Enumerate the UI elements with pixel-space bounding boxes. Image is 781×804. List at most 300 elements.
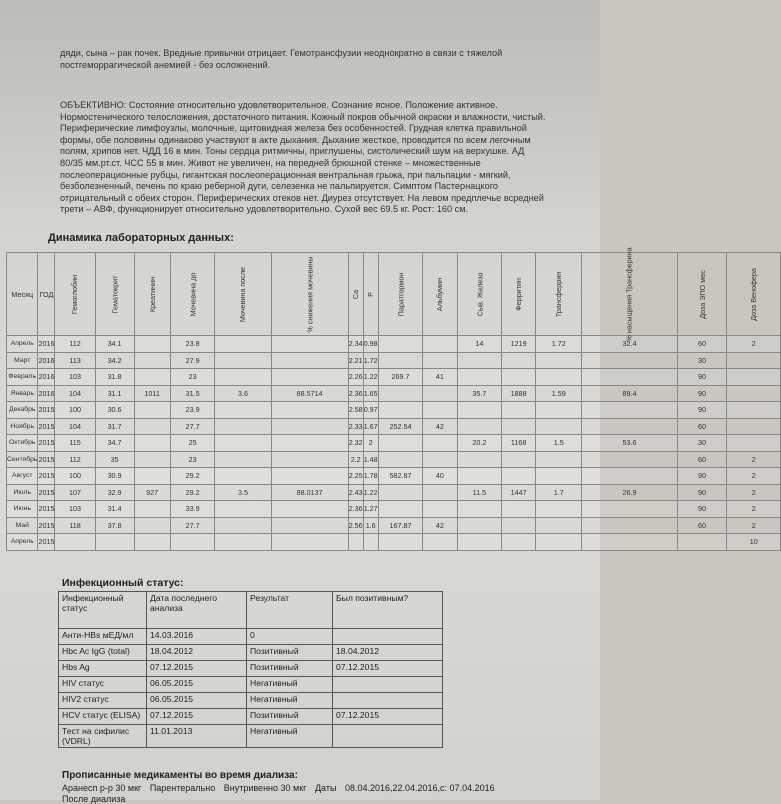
lab-value-cell bbox=[582, 418, 677, 435]
lab-value-cell: 2 bbox=[727, 501, 781, 518]
infection-test-cell: HIV статус bbox=[59, 677, 147, 693]
lab-value-cell bbox=[502, 369, 536, 386]
lab-value-cell: 89.4 bbox=[582, 385, 677, 402]
lab-value-cell: 1888 bbox=[502, 385, 536, 402]
lab-value-cell: 2.34 bbox=[348, 336, 363, 353]
text-line: Периферические лимфоузлы, молочные, щитовидная железа без особенностей. Грудная клетка правильной bbox=[60, 123, 527, 134]
lab-value-cell bbox=[582, 369, 677, 386]
lab-value-cell bbox=[727, 402, 781, 419]
lab-value-cell bbox=[378, 534, 423, 551]
lab-value-cell: 1.59 bbox=[535, 385, 581, 402]
infection-row bbox=[59, 709, 443, 725]
lab-value-cell bbox=[215, 451, 271, 468]
lab-value-cell: 269.7 bbox=[378, 369, 423, 386]
infection-date-cell: 06.05.2015 bbox=[147, 677, 247, 693]
lab-month-cell: Октябрь bbox=[7, 435, 38, 452]
lab-value-cell: 60 bbox=[677, 418, 727, 435]
lab-column-header bbox=[215, 253, 271, 336]
text-line: Нормостенического телосложения, достаточного питания. Кожный покров обычной окраски и влажности, чистый. bbox=[60, 111, 546, 122]
infection-positive-cell bbox=[333, 677, 443, 693]
lab-value-cell bbox=[271, 501, 348, 518]
lab-value-cell bbox=[457, 402, 502, 419]
lab-value-cell bbox=[378, 451, 423, 468]
lab-value-cell: 30 bbox=[677, 352, 727, 369]
lab-month-cell: Ноябрь bbox=[7, 418, 38, 435]
lab-value-cell bbox=[378, 402, 423, 419]
infection-column-header: Результат bbox=[247, 592, 333, 629]
lab-value-cell: 90 bbox=[677, 484, 727, 501]
lab-value-cell: 2.36 bbox=[348, 501, 363, 518]
lab-column-header bbox=[502, 253, 536, 336]
lab-value-cell bbox=[502, 418, 536, 435]
lab-value-cell bbox=[134, 369, 170, 386]
medication-route: Парентерально bbox=[149, 783, 216, 793]
lab-column-header-label: Ферритин bbox=[514, 277, 524, 311]
lab-value-cell bbox=[535, 468, 581, 485]
lab-value-cell bbox=[423, 501, 457, 518]
lab-value-cell: 31.5 bbox=[170, 385, 215, 402]
lab-value-cell: 90 bbox=[677, 385, 727, 402]
lab-value-cell: 1.72 bbox=[363, 352, 378, 369]
lab-value-cell: 30.9 bbox=[95, 468, 134, 485]
lab-value-cell: 31.4 bbox=[95, 501, 134, 518]
infection-date-cell: 18.04.2012 bbox=[147, 645, 247, 661]
lab-column-header bbox=[55, 253, 95, 336]
lab-value-cell bbox=[134, 468, 170, 485]
lab-year-cell: 2016 bbox=[38, 369, 55, 386]
lab-value-cell bbox=[457, 418, 502, 435]
text-line: ОБЪЕКТИВНО: Состояние относительно удовлетворительное. Сознание ясное. Положение активное. bbox=[60, 100, 498, 110]
lab-value-cell: 1.78 bbox=[363, 468, 378, 485]
lab-column-header bbox=[535, 253, 581, 336]
lab-value-cell: 23 bbox=[170, 451, 215, 468]
lab-value-cell: 42 bbox=[423, 517, 457, 534]
medication-row bbox=[62, 783, 592, 793]
medication-drug: Аранесп р-р 30 мкг bbox=[62, 783, 142, 793]
infection-header-row bbox=[59, 592, 443, 629]
lab-value-cell: 10 bbox=[727, 534, 781, 551]
lab-value-cell: 1.7 bbox=[535, 484, 581, 501]
lab-column-header-label: Альбумин bbox=[435, 277, 445, 311]
lab-value-cell bbox=[727, 435, 781, 452]
lab-value-cell bbox=[727, 385, 781, 402]
lab-value-cell: 60 bbox=[677, 517, 727, 534]
infection-date-cell: 07.12.2015 bbox=[147, 709, 247, 725]
lab-value-cell: 20.2 bbox=[457, 435, 502, 452]
lab-year-cell: 2015 bbox=[38, 435, 55, 452]
lab-value-cell: 0.98 bbox=[363, 336, 378, 353]
lab-value-cell: 1.27 bbox=[363, 501, 378, 518]
lab-value-cell bbox=[215, 501, 271, 518]
lab-value-cell: 23 bbox=[170, 369, 215, 386]
lab-value-cell: 2 bbox=[727, 336, 781, 353]
lab-column-header-label: % снижения мочевины bbox=[305, 255, 315, 333]
lab-value-cell bbox=[457, 352, 502, 369]
lab-column-header-label: Гематокрит bbox=[110, 275, 120, 313]
lab-value-cell: 107 bbox=[55, 484, 95, 501]
lab-value-cell: 2 bbox=[727, 468, 781, 485]
infection-positive-cell: 07.12.2015 bbox=[333, 709, 443, 725]
infection-date-cell: 14.03.2016 bbox=[147, 629, 247, 645]
lab-value-cell: 582.87 bbox=[378, 468, 423, 485]
anamnesis-paragraph bbox=[60, 48, 570, 71]
lab-column-header: Месяц bbox=[7, 253, 38, 336]
lab-column-header-label: Мочевина после bbox=[238, 266, 248, 322]
lab-value-cell bbox=[215, 418, 271, 435]
lab-value-cell bbox=[457, 517, 502, 534]
infection-positive-cell: 18.04.2012 bbox=[333, 645, 443, 661]
lab-value-cell bbox=[378, 336, 423, 353]
infection-result-cell: 0 bbox=[247, 629, 333, 645]
lab-value-cell: 104 bbox=[55, 385, 95, 402]
lab-value-cell: 34.7 bbox=[95, 435, 134, 452]
text-line: полям, хрипов нет. ЧДД 16 в мин. Тоны сердца ритмичны, приглушены, систолический шум на верхушке. АД bbox=[60, 146, 525, 157]
infection-column-header: Инфекционный статус bbox=[59, 592, 147, 629]
lab-value-cell bbox=[215, 369, 271, 386]
lab-column-header bbox=[423, 253, 457, 336]
lab-value-cell: 1168 bbox=[502, 435, 536, 452]
lab-value-cell: 34.1 bbox=[95, 336, 134, 353]
lab-year-cell: 2015 bbox=[38, 517, 55, 534]
lab-value-cell bbox=[502, 468, 536, 485]
lab-value-cell bbox=[134, 352, 170, 369]
lab-value-cell bbox=[215, 435, 271, 452]
lab-value-cell: 88.0137 bbox=[271, 484, 348, 501]
lab-value-cell bbox=[502, 517, 536, 534]
infection-result-cell: Позитивный bbox=[247, 661, 333, 677]
objective-paragraph bbox=[60, 100, 570, 216]
lab-row bbox=[7, 435, 781, 452]
lab-value-cell: 90 bbox=[677, 369, 727, 386]
lab-column-header bbox=[378, 253, 423, 336]
lab-value-cell bbox=[271, 468, 348, 485]
lab-value-cell: 1.6 bbox=[363, 517, 378, 534]
lab-value-cell bbox=[423, 534, 457, 551]
lab-value-cell bbox=[582, 517, 677, 534]
infection-row bbox=[59, 725, 443, 748]
lab-month-cell: Январь bbox=[7, 385, 38, 402]
lab-column-header: ГОД bbox=[38, 253, 55, 336]
lab-value-cell: 34.2 bbox=[95, 352, 134, 369]
lab-value-cell: 23.9 bbox=[170, 402, 215, 419]
infection-row bbox=[59, 629, 443, 645]
lab-value-cell bbox=[582, 402, 677, 419]
lab-value-cell bbox=[271, 451, 348, 468]
lab-value-cell: 30 bbox=[677, 435, 727, 452]
lab-value-cell: 29.2 bbox=[170, 468, 215, 485]
lab-value-cell: 90 bbox=[677, 402, 727, 419]
infection-row bbox=[59, 661, 443, 677]
infection-test-cell: HIV2 статус bbox=[59, 693, 147, 709]
lab-dynamics-table bbox=[6, 246, 781, 551]
lab-value-cell: 35.7 bbox=[457, 385, 502, 402]
medication-dates-label: Даты bbox=[314, 783, 337, 793]
lab-value-cell: 27.7 bbox=[170, 517, 215, 534]
lab-value-cell: 2.58 bbox=[348, 402, 363, 419]
lab-value-cell bbox=[134, 418, 170, 435]
lab-column-header bbox=[95, 253, 134, 336]
lab-value-cell: 2.32 bbox=[348, 435, 363, 452]
lab-value-cell bbox=[457, 534, 502, 551]
lab-value-cell: 1.65 bbox=[363, 385, 378, 402]
lab-column-header bbox=[170, 253, 215, 336]
text-line: 80/35 мм.рт.ст. ЧСС 55 в мин. Живот не увеличен, на передней брюшной стенке – множественные bbox=[60, 157, 481, 168]
lab-month-cell: Сентябрь bbox=[7, 451, 38, 468]
lab-value-cell: 60 bbox=[677, 336, 727, 353]
lab-value-cell: 252.54 bbox=[378, 418, 423, 435]
lab-value-cell: 2 bbox=[727, 484, 781, 501]
infection-column-header: Был позитивным? bbox=[333, 592, 443, 629]
infection-test-cell: Тест на сифилис (VDRL) bbox=[59, 725, 147, 748]
lab-value-cell: 33.9 bbox=[170, 501, 215, 518]
lab-value-cell bbox=[502, 402, 536, 419]
lab-value-cell: 31.1 bbox=[95, 385, 134, 402]
lab-column-header bbox=[348, 253, 363, 336]
lab-value-cell: 27.9 bbox=[170, 352, 215, 369]
infection-positive-cell bbox=[333, 725, 443, 748]
lab-value-cell bbox=[134, 517, 170, 534]
lab-value-cell bbox=[215, 517, 271, 534]
lab-value-cell: 2 bbox=[363, 435, 378, 452]
lab-value-cell bbox=[582, 352, 677, 369]
lab-value-cell: 2.56 bbox=[348, 517, 363, 534]
infection-date-cell: 07.12.2015 bbox=[147, 661, 247, 677]
lab-column-header-label: Доза Венофера bbox=[749, 267, 759, 321]
lab-section-heading: Динамика лабораторных данных: bbox=[48, 232, 234, 244]
medication-note: После диализа bbox=[62, 794, 126, 804]
lab-year-cell: 2015 bbox=[38, 534, 55, 551]
lab-month-cell: Декабрь bbox=[7, 402, 38, 419]
lab-column-header-label: Са bbox=[351, 289, 361, 299]
lab-column-header bbox=[363, 253, 378, 336]
lab-value-cell: 35 bbox=[95, 451, 134, 468]
lab-value-cell: 30.6 bbox=[95, 402, 134, 419]
lab-value-cell bbox=[423, 451, 457, 468]
lab-value-cell bbox=[95, 534, 134, 551]
lab-value-cell bbox=[535, 517, 581, 534]
lab-value-cell bbox=[134, 534, 170, 551]
lab-value-cell: 2 bbox=[727, 517, 781, 534]
lab-value-cell: 1.5 bbox=[535, 435, 581, 452]
infection-result-cell: Негативный bbox=[247, 677, 333, 693]
lab-value-cell bbox=[423, 352, 457, 369]
lab-value-cell: 42 bbox=[423, 418, 457, 435]
lab-value-cell bbox=[271, 402, 348, 419]
infection-result-cell: Негативный bbox=[247, 693, 333, 709]
lab-value-cell bbox=[271, 336, 348, 353]
infection-section-heading: Инфекционный статус: bbox=[62, 577, 184, 589]
infection-row bbox=[59, 693, 443, 709]
infection-column-header: Дата последнего анализа bbox=[147, 592, 247, 629]
lab-value-cell: 1.72 bbox=[535, 336, 581, 353]
lab-value-cell bbox=[535, 418, 581, 435]
lab-row bbox=[7, 418, 781, 435]
medication-dates: 08.04.2016,22.04.2016,с: 07.04.2016 bbox=[344, 783, 495, 793]
infection-row bbox=[59, 645, 443, 661]
lab-value-cell bbox=[677, 534, 727, 551]
lab-value-cell bbox=[215, 402, 271, 419]
lab-value-cell: 2.21 bbox=[348, 352, 363, 369]
lab-value-cell bbox=[348, 534, 363, 551]
lab-value-cell bbox=[378, 435, 423, 452]
infection-date-cell: 11.01.2013 bbox=[147, 725, 247, 748]
lab-year-cell: 2015 bbox=[38, 468, 55, 485]
lab-row bbox=[7, 402, 781, 419]
lab-month-cell: Апрель bbox=[7, 336, 38, 353]
lab-value-cell bbox=[423, 385, 457, 402]
infection-row bbox=[59, 677, 443, 693]
lab-column-header-label: Трансферрин bbox=[554, 271, 564, 317]
lab-value-cell bbox=[502, 501, 536, 518]
lab-value-cell bbox=[727, 352, 781, 369]
text-line: безболезненный, печень по краю реберной дуги, селезенка не пальпируется. Симптом Пастернацкого bbox=[60, 181, 499, 192]
lab-column-header-label: Мочевина до bbox=[188, 272, 198, 316]
infection-positive-cell: 07.12.2015 bbox=[333, 661, 443, 677]
lab-year-cell: 2015 bbox=[38, 451, 55, 468]
lab-value-cell: 2.25 bbox=[348, 468, 363, 485]
lab-value-cell: 31.7 bbox=[95, 418, 134, 435]
lab-month-cell: Апрель bbox=[7, 534, 38, 551]
lab-value-cell bbox=[134, 501, 170, 518]
lab-value-cell bbox=[423, 484, 457, 501]
lab-value-cell: 1.48 bbox=[363, 451, 378, 468]
text-line: трети – АВФ, функционирует относительно удовлетворительно. Сухой вес 69.5 кг. Рост: 160 см. bbox=[60, 204, 469, 215]
lab-value-cell bbox=[378, 385, 423, 402]
text-line: отрицательный с обеих сторон. Периферических отеков нет. Диурез отсутствует. На левом предплечье всредней bbox=[60, 192, 544, 203]
lab-month-cell: Февраль bbox=[7, 369, 38, 386]
lab-value-cell bbox=[582, 534, 677, 551]
lab-column-header bbox=[727, 253, 781, 336]
lab-row bbox=[7, 336, 781, 353]
lab-value-cell: 2.43 bbox=[348, 484, 363, 501]
lab-value-cell: 1219 bbox=[502, 336, 536, 353]
text-line: постгеморрагической анемией - без осложнений. bbox=[60, 59, 271, 70]
lab-value-cell bbox=[727, 418, 781, 435]
lab-value-cell: 27.7 bbox=[170, 418, 215, 435]
infection-result-cell: Негативный bbox=[247, 725, 333, 748]
infection-test-cell: HCV статус (ELISA) bbox=[59, 709, 147, 725]
lab-value-cell bbox=[170, 534, 215, 551]
lab-header-row bbox=[7, 253, 781, 336]
lab-value-cell: 927 bbox=[134, 484, 170, 501]
infection-date-cell: 06.05.2015 bbox=[147, 693, 247, 709]
medication-method: Внутривенно 30 мкг bbox=[223, 783, 307, 793]
lab-year-cell: 2015 bbox=[38, 402, 55, 419]
lab-year-cell: 2016 bbox=[38, 352, 55, 369]
lab-month-cell: Май bbox=[7, 517, 38, 534]
lab-value-cell bbox=[378, 352, 423, 369]
lab-value-cell bbox=[134, 336, 170, 353]
medications-heading: Прописанные медикаменты во время диализа: bbox=[62, 770, 298, 781]
lab-value-cell: 103 bbox=[55, 501, 95, 518]
lab-value-cell bbox=[727, 369, 781, 386]
lab-value-cell bbox=[535, 352, 581, 369]
lab-value-cell: 103 bbox=[55, 369, 95, 386]
lab-value-cell bbox=[134, 435, 170, 452]
lab-value-cell bbox=[582, 501, 677, 518]
lab-row bbox=[7, 468, 781, 485]
lab-value-cell bbox=[502, 352, 536, 369]
lab-column-header bbox=[134, 253, 170, 336]
lab-value-cell: 100 bbox=[55, 468, 95, 485]
lab-value-cell bbox=[582, 468, 677, 485]
lab-value-cell: 104 bbox=[55, 418, 95, 435]
lab-value-cell bbox=[535, 534, 581, 551]
lab-value-cell bbox=[535, 501, 581, 518]
lab-row bbox=[7, 534, 781, 551]
lab-year-cell: 2015 bbox=[38, 484, 55, 501]
lab-value-cell bbox=[378, 501, 423, 518]
lab-value-cell bbox=[134, 451, 170, 468]
lab-value-cell bbox=[271, 435, 348, 452]
lab-value-cell: 25 bbox=[170, 435, 215, 452]
lab-value-cell: 112 bbox=[55, 336, 95, 353]
lab-value-cell bbox=[502, 534, 536, 551]
lab-column-header bbox=[582, 246, 677, 342]
infection-result-cell: Позитивный bbox=[247, 709, 333, 725]
lab-value-cell bbox=[271, 418, 348, 435]
lab-column-header-label: Гемоглобин bbox=[70, 274, 80, 314]
lab-value-cell bbox=[457, 451, 502, 468]
lab-value-cell: 1.22 bbox=[363, 484, 378, 501]
lab-value-cell: 53.6 bbox=[582, 435, 677, 452]
lab-row bbox=[7, 352, 781, 369]
infection-status-table bbox=[58, 591, 443, 748]
lab-value-cell: 112 bbox=[55, 451, 95, 468]
lab-column-header-label: Паратгормон bbox=[396, 272, 406, 316]
lab-column-header-label: Р bbox=[366, 291, 376, 297]
lab-value-cell bbox=[582, 451, 677, 468]
lab-value-cell: 2.33 bbox=[348, 418, 363, 435]
lab-value-cell: 32.4 bbox=[582, 336, 677, 353]
lab-value-cell: 29.2 bbox=[170, 484, 215, 501]
infection-result-cell: Позитивный bbox=[247, 645, 333, 661]
lab-value-cell: 2.2 bbox=[348, 451, 363, 468]
lab-row bbox=[7, 517, 781, 534]
lab-value-cell bbox=[423, 402, 457, 419]
lab-value-cell: 1.22 bbox=[363, 369, 378, 386]
lab-value-cell bbox=[215, 352, 271, 369]
lab-year-cell: 2016 bbox=[38, 385, 55, 402]
lab-value-cell bbox=[378, 484, 423, 501]
lab-value-cell: 32.9 bbox=[95, 484, 134, 501]
lab-value-cell: 60 bbox=[677, 451, 727, 468]
lab-value-cell: 14 bbox=[457, 336, 502, 353]
lab-column-header-label: % насыщения Трансферина bbox=[625, 246, 635, 342]
lab-value-cell: 2 bbox=[727, 451, 781, 468]
infection-test-cell: Hbs Ag bbox=[59, 661, 147, 677]
lab-value-cell bbox=[215, 336, 271, 353]
lab-value-cell bbox=[215, 468, 271, 485]
lab-value-cell bbox=[535, 402, 581, 419]
infection-positive-cell bbox=[333, 693, 443, 709]
lab-value-cell bbox=[423, 435, 457, 452]
lab-value-cell: 118 bbox=[55, 517, 95, 534]
lab-value-cell bbox=[502, 451, 536, 468]
lab-value-cell: 100 bbox=[55, 402, 95, 419]
lab-value-cell: 1011 bbox=[134, 385, 170, 402]
infection-test-cell: Анти-HBs мЕД/мл bbox=[59, 629, 147, 645]
infection-test-cell: Hbc Ac IgG (total) bbox=[59, 645, 147, 661]
lab-value-cell: 1.67 bbox=[363, 418, 378, 435]
lab-row bbox=[7, 385, 781, 402]
lab-month-cell: Март bbox=[7, 352, 38, 369]
lab-value-cell: 3.6 bbox=[215, 385, 271, 402]
lab-column-header bbox=[677, 253, 727, 336]
lab-column-header bbox=[457, 253, 502, 336]
lab-value-cell: 2.36 bbox=[348, 385, 363, 402]
lab-value-cell: 37.8 bbox=[95, 517, 134, 534]
